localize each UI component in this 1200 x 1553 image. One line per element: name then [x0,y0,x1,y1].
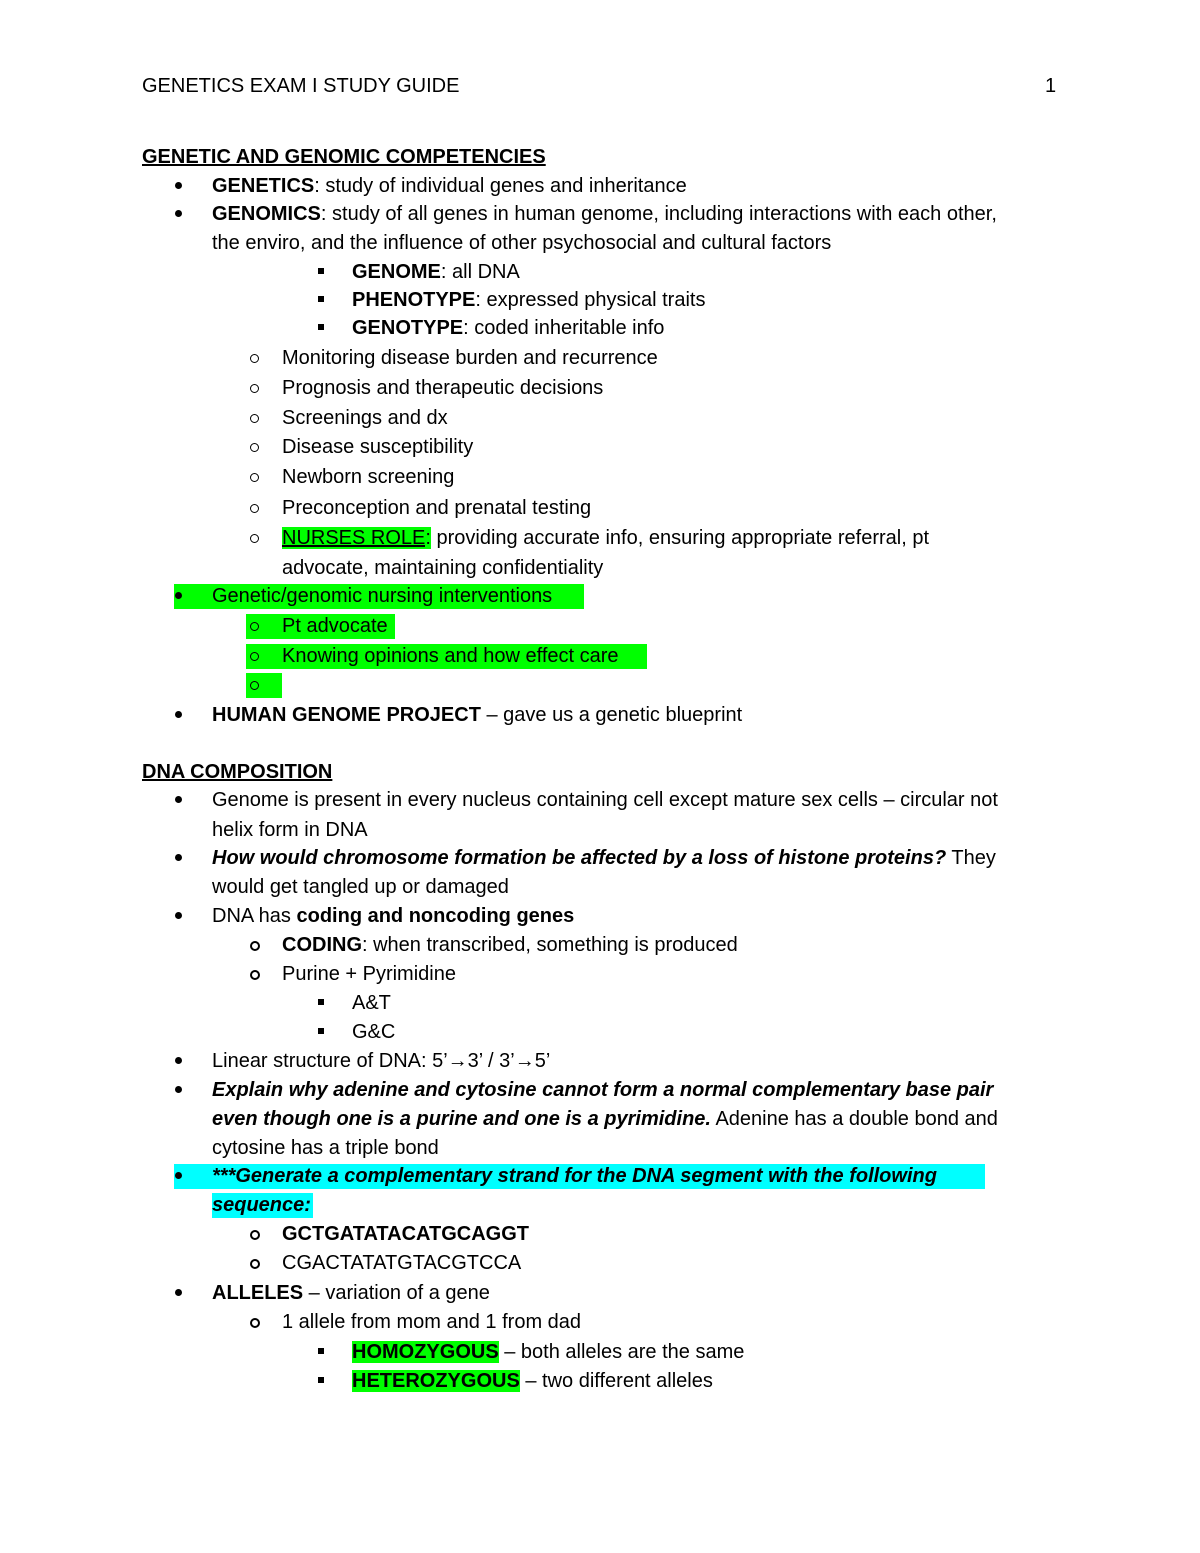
linear-structure-item: Linear structure of DNA: 5’→3’ / 3’→5’ [212,1050,551,1072]
explain-answer-cont: cytosine has a triple bond [212,1137,439,1159]
circle-bullet-icon [250,443,259,452]
bullet-icon [175,1172,182,1179]
bullet-icon [175,854,182,861]
bullet-icon [175,912,182,919]
square-bullet-icon [318,296,324,302]
genomics-item: GENOMICS: study of all genes in human genome, including interactions with each other, [212,203,997,225]
purine-subitem: Purine + Pyrimidine [282,963,456,985]
circle-bullet-icon [250,473,259,482]
homozygous-item: HOMOZYGOUS – both alleles are the same [352,1341,745,1363]
heterozygous-item: HETEROZYGOUS – two different alleles [352,1370,713,1392]
genome-item: GENOME: all DNA [352,261,520,283]
interventions-item: Genetic/genomic nursing interventions [212,585,553,607]
circle-bullet-icon [250,652,259,661]
intervention-subitem: Pt advocate [282,615,388,637]
circle-bullet-icon [250,681,259,690]
circle-bullet-icon [250,622,259,631]
square-bullet-icon [318,1348,324,1354]
bullet-icon [175,182,182,189]
square-bullet-icon [318,1028,324,1034]
genomics-item-cont: the enviro, and the influence of other psychosocial and cultural factors [212,232,832,254]
circle-bullet-icon [250,1230,260,1240]
genome-present-item: Genome is present in every nucleus containing cell except mature sex cells – circular not [212,789,998,811]
competency-item: Disease susceptibility [282,436,474,458]
document-header-title: GENETICS EXAM I STUDY GUIDE [142,75,460,97]
bullet-icon [175,1289,182,1296]
square-bullet-icon [318,1377,324,1383]
explain-question-cont: even though one is a purine and one is a pyrimidine. Adenine has a double bond and [212,1108,998,1130]
hgp-item: HUMAN GENOME PROJECT – gave us a genetic blueprint [212,704,743,726]
genome-present-item-cont: helix form in DNA [212,819,368,841]
genotype-item: GENOTYPE: coded inheritable info [352,317,665,339]
competency-item: Monitoring disease burden and recurrence [282,347,658,369]
circle-bullet-icon [250,354,259,363]
bullet-icon [175,1086,182,1093]
dna-coding-item: DNA has coding and noncoding genes [212,905,575,927]
competency-item: Preconception and prenatal testing [282,497,592,519]
circle-bullet-icon [250,384,259,393]
explain-question-item: Explain why adenine and cytosine cannot form a normal complementary base pair [212,1079,994,1101]
nurses-role-item-cont: advocate, maintaining confidentiality [282,557,604,579]
sequence-complement: CGACTATATGTACGTCCA [282,1252,522,1274]
histone-question-item: How would chromosome formation be affected by a loss of histone proteins? They [212,847,996,869]
square-bullet-icon [318,999,324,1005]
bullet-icon [175,210,182,217]
base-pair-item: A&T [352,992,391,1014]
competency-item: Newborn screening [282,466,455,488]
competency-item: Prognosis and therapeutic decisions [282,377,604,399]
section-heading-competencies: GENETIC AND GENOMIC COMPETENCIES [142,146,546,168]
alleles-item: ALLELES – variation of a gene [212,1282,490,1304]
genetics-item: GENETICS: study of individual genes and inheritance [212,175,687,197]
circle-bullet-icon [250,534,259,543]
circle-bullet-icon [250,414,259,423]
square-bullet-icon [318,324,324,330]
sequence-original: GCTGATATACATGCAGGT [282,1223,529,1245]
square-bullet-icon [318,268,324,274]
circle-bullet-icon [250,1318,260,1328]
coding-subitem: CODING: when transcribed, something is produced [282,934,738,956]
circle-bullet-icon [250,970,260,980]
bullet-icon [175,592,182,599]
competency-item: Screenings and dx [282,407,448,429]
intervention-subitem: Knowing opinions and how effect care [282,645,619,667]
allele-source-item: 1 allele from mom and 1 from dad [282,1311,582,1333]
generate-strand-item: ***Generate a complementary strand for the DNA segment with the following [212,1165,937,1187]
bullet-icon [175,711,182,718]
generate-strand-cont: sequence: [212,1194,311,1216]
section-heading-dna-composition: DNA COMPOSITION [142,761,333,783]
circle-bullet-icon [250,1259,260,1269]
nurses-role-item: NURSES ROLE: providing accurate info, ensuring appropriate referral, pt [282,527,929,549]
histone-answer-cont: would get tangled up or damaged [212,876,509,898]
bullet-icon [175,1057,182,1064]
phenotype-item: PHENOTYPE: expressed physical traits [352,289,706,311]
page-number: 1 [1045,75,1057,97]
circle-bullet-icon [250,941,260,951]
bullet-icon [175,796,182,803]
circle-bullet-icon [250,504,259,513]
base-pair-item: G&C [352,1021,396,1043]
